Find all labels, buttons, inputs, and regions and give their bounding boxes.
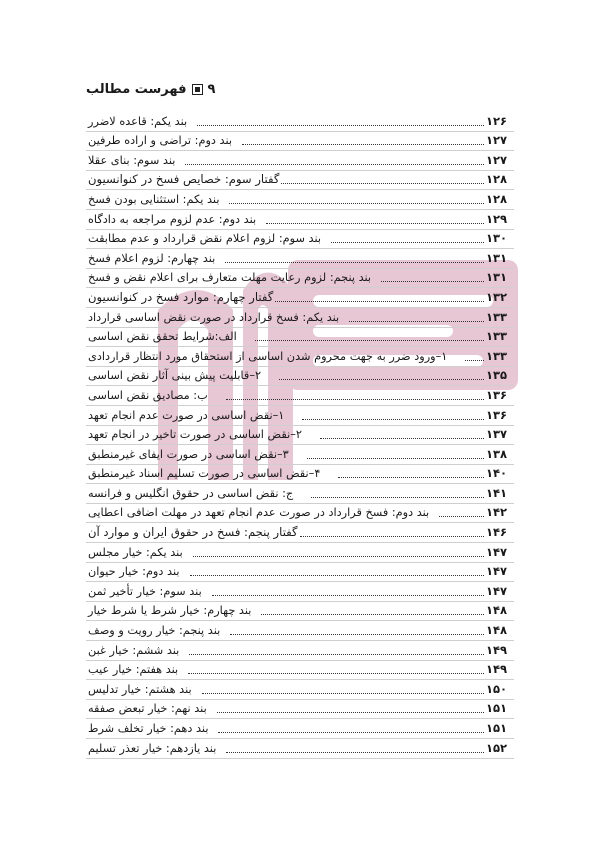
- toc-dot-leader: [226, 399, 484, 400]
- toc-entry-title: گفتار چهارم: موارد فسخ در کنوانسیون: [88, 289, 274, 304]
- toc-entry[interactable]: [86, 171, 514, 191]
- toc-entry-page: ۱۵۱: [486, 701, 508, 716]
- toc-entry[interactable]: [86, 445, 514, 465]
- toc-entry-page: ۱۳۳: [486, 309, 508, 324]
- toc-entry-page: ۱۳۵: [486, 368, 508, 383]
- toc-dot-leader: [188, 673, 484, 674]
- toc-entry[interactable]: [86, 641, 514, 661]
- toc-entry-title: ۱–نقض اساسی در صورت عدم انجام تعهد: [88, 408, 285, 422]
- toc-entry[interactable]: [86, 151, 514, 171]
- toc-dot-leader: [197, 125, 484, 126]
- toc-entry-page: ۱۲۶: [486, 113, 508, 128]
- toc-entry-title: ب: مصادیق نقض اساسی: [88, 388, 208, 402]
- toc-dot-leader: [311, 497, 484, 498]
- toc-entry[interactable]: [86, 249, 514, 269]
- toc-dot-leader: [439, 516, 484, 517]
- toc-entry[interactable]: [86, 347, 514, 367]
- toc-dot-leader: [189, 654, 484, 655]
- toc-entry-page: ۱۴۷: [486, 583, 508, 598]
- toc-entry[interactable]: [86, 132, 514, 152]
- toc-dot-leader: [218, 732, 484, 733]
- toc-entry[interactable]: [86, 523, 514, 543]
- toc-entry-title: بند چهارم: لزوم اعلام فسخ: [88, 251, 216, 265]
- toc-entry[interactable]: [86, 190, 514, 210]
- toc-entry-page: ۱۴۲: [486, 505, 508, 520]
- toc-entry[interactable]: [86, 269, 514, 289]
- toc-entry[interactable]: [86, 582, 514, 602]
- toc-entry-page: ۱۳۱: [486, 250, 508, 265]
- toc-entry-page: ۱۲۹: [486, 211, 508, 226]
- toc-dot-leader: [465, 360, 484, 361]
- toc-dot-leader: [202, 693, 484, 694]
- toc-entry[interactable]: [86, 328, 514, 348]
- toc-entry-title: بند دهم: خیار تخلف شرط: [88, 722, 209, 735]
- toc-dot-leader: [212, 595, 484, 596]
- toc-entry-page: ۱۴۶: [486, 525, 508, 540]
- toc-entry-title: ج: نقض اساسی در حقوق انگلیس و فرانسه: [88, 486, 294, 500]
- toc-entry-title: بند هفتم: خیار عیب: [88, 663, 179, 677]
- toc-dot-leader: [266, 223, 484, 224]
- toc-entry-page: ۱۴۷: [486, 544, 508, 559]
- toc-entry-title: بند دوم: خیار حیوان: [88, 565, 180, 579]
- toc-entry-title: بند چهارم: خیار شرط یا شرط خیار: [88, 604, 252, 618]
- toc-dot-leader: [255, 340, 484, 341]
- toc-entry[interactable]: [86, 719, 514, 739]
- toc-entry-title: بند یازدهم: خیار تعذر تسلیم: [88, 741, 217, 755]
- toc-entry-page: ۱۴۸: [486, 603, 508, 618]
- toc-entry-page: ۱۴۸: [486, 623, 508, 638]
- toc-entry-page: ۱۳۶: [486, 387, 508, 402]
- toc-entry-page: ۱۲۷: [486, 152, 508, 167]
- toc-entry-title: الف:شرایط تحقق نقض اساسی: [88, 330, 237, 344]
- toc-entry-title: بند دوم: فسخ قرارداد در صورت عدم انجام تعهد در مهلت اضافی اعطایی: [88, 506, 430, 520]
- toc-entry-title: بند یکم: فسخ قرارداد در صورت نقض اساسی قرارداد: [88, 310, 340, 324]
- toc-entry-page: ۱۳۳: [486, 348, 508, 363]
- toc-entry[interactable]: [86, 661, 514, 681]
- toc-dot-leader: [225, 262, 484, 263]
- toc-entry-title: بند یکم: خیار مجلس: [88, 545, 183, 559]
- toc-entry-title: بند یکم: قاعده لاضرر: [88, 114, 188, 128]
- toc-dot-leader: [349, 321, 484, 322]
- toc-entry-page: ۱۳۶: [486, 407, 508, 422]
- toc-dot-leader: [230, 634, 484, 635]
- toc-entry[interactable]: [86, 543, 514, 563]
- toc-entry[interactable]: [86, 406, 514, 426]
- toc-entry[interactable]: [86, 504, 514, 524]
- toc-entry-page: ۱۳۰: [486, 231, 508, 246]
- toc-entry[interactable]: [86, 680, 514, 700]
- toc-entry-page: ۱۳۳: [486, 329, 508, 344]
- toc-entry-page: ۱۴۱: [486, 485, 508, 500]
- toc-entry-page: ۱۲۸: [486, 191, 508, 206]
- toc-dot-leader: [185, 164, 484, 165]
- toc-entry-title: بند سوم: لزوم اعلام نقض قرارداد و عدم مطابقت: [88, 232, 322, 246]
- toc-entry[interactable]: [86, 230, 514, 250]
- toc-entry-title: بند نهم: خیار تبعض صفقه: [88, 702, 207, 716]
- toc-entry-title: گفتار پنجم: فسخ در حقوق ایران و موارد آن: [88, 525, 298, 540]
- toc-entry-title: ۳–نقض اساسی در صورت ایفای غیرمنطبق: [88, 447, 289, 461]
- toc-entry[interactable]: [86, 621, 514, 641]
- toc-entry-title: بند دوم: عدم لزوم مراجعه به دادگاه: [88, 212, 257, 226]
- toc-dot-leader: [338, 477, 484, 478]
- toc-dot-leader: [229, 203, 484, 204]
- toc-entry-title: بند سوم: بنای عقلا: [88, 153, 176, 167]
- toc-entry[interactable]: [86, 484, 514, 504]
- toc-entry-title: بند پنجم: خیار رویت و وصف: [88, 624, 221, 638]
- toc-dot-leader: [302, 419, 484, 420]
- toc-entry-page: ۱۴۷: [486, 564, 508, 579]
- book-mark-icon: [192, 84, 203, 95]
- toc-entry[interactable]: [86, 602, 514, 622]
- toc-entry[interactable]: [86, 308, 514, 328]
- toc-entry[interactable]: [86, 563, 514, 583]
- toc-entry-title: بند پنجم: لزوم رعایت مهلت متعارف برای اعلام نقض و فسخ: [88, 271, 372, 285]
- toc-dot-leader: [300, 536, 484, 537]
- toc-entry-page: ۱۳۱: [486, 270, 508, 285]
- toc-dot-leader: [226, 752, 484, 753]
- toc-entry-page: ۱۵۰: [486, 681, 508, 696]
- toc-entry-page: ۱۳۷: [486, 427, 508, 442]
- toc-entry[interactable]: [86, 210, 514, 230]
- toc-entry-title: بند هشتم: خیار تدلیس: [88, 682, 192, 696]
- toc-entry-page: ۱۵۲: [486, 740, 508, 755]
- toc-entry-title: بند دوم: تراضی و اراده طرفین: [88, 134, 233, 148]
- toc-entry-page: ۱۳۸: [486, 446, 508, 461]
- toc-dot-leader: [307, 458, 484, 459]
- toc-entry[interactable]: [86, 288, 514, 308]
- toc-dot-leader: [242, 144, 484, 145]
- toc-entry-page: ۱۵۱: [486, 721, 508, 735]
- toc-entry-page: ۱۴۹: [486, 642, 508, 657]
- header-title: فهرست مطالب: [86, 81, 187, 97]
- toc-dot-leader: [275, 301, 484, 302]
- toc-entry-title: ۱–ورود ضرر به جهت محروم شدن اساسی از استحقاق مورد انتظار قراردادی: [88, 349, 448, 363]
- toc-entry-page: ۱۳۲: [486, 289, 508, 304]
- toc-entry[interactable]: [86, 367, 514, 387]
- toc-entry[interactable]: [86, 739, 514, 759]
- toc-entry-page: ۱۴۹: [486, 662, 508, 677]
- toc-entry-title: بند ششم: خیار غبن: [88, 643, 180, 657]
- toc-entry-title: بند سوم: خیار تأخیر ثمن: [88, 584, 202, 598]
- toc-entry[interactable]: [86, 700, 514, 720]
- toc-entry[interactable]: [86, 426, 514, 446]
- toc-dot-leader: [279, 379, 484, 380]
- toc-entry[interactable]: [86, 112, 514, 132]
- toc-entry-title: ۲–نقض اساسی در صورت تاخیر در انجام تعهد: [88, 428, 302, 442]
- toc-entry[interactable]: [86, 465, 514, 485]
- toc-entry-page: ۱۴۰: [486, 466, 508, 481]
- toc-dot-leader: [381, 281, 484, 282]
- toc-entry-title: ۴–نقض اساسی در صورت تسلیم اسناد غیرمنطبق: [88, 467, 321, 481]
- toc-dot-leader: [331, 242, 484, 243]
- toc-dot-leader: [217, 712, 484, 713]
- toc-entry-page: ۱۲۷: [486, 133, 508, 148]
- toc-dot-leader: [320, 438, 484, 439]
- toc-dot-leader: [190, 575, 485, 576]
- toc-entry-page: ۱۲۸: [486, 172, 508, 187]
- toc-dot-leader: [281, 183, 484, 184]
- toc-dot-leader: [261, 614, 484, 615]
- toc-entry[interactable]: [86, 386, 514, 406]
- page-number: ۹: [207, 81, 216, 97]
- toc-dot-leader: [193, 556, 484, 557]
- table-of-contents: [86, 112, 514, 759]
- toc-entry-title: گفتار سوم: خصایص فسخ در کنوانسیون: [88, 172, 280, 187]
- page-header: [86, 79, 215, 99]
- toc-entry-title: ۲–قابلیت پیش بینی آثار نقض اساسی: [88, 369, 262, 383]
- toc-entry-title: بند یکم: استثنایی بودن فسخ: [88, 192, 220, 206]
